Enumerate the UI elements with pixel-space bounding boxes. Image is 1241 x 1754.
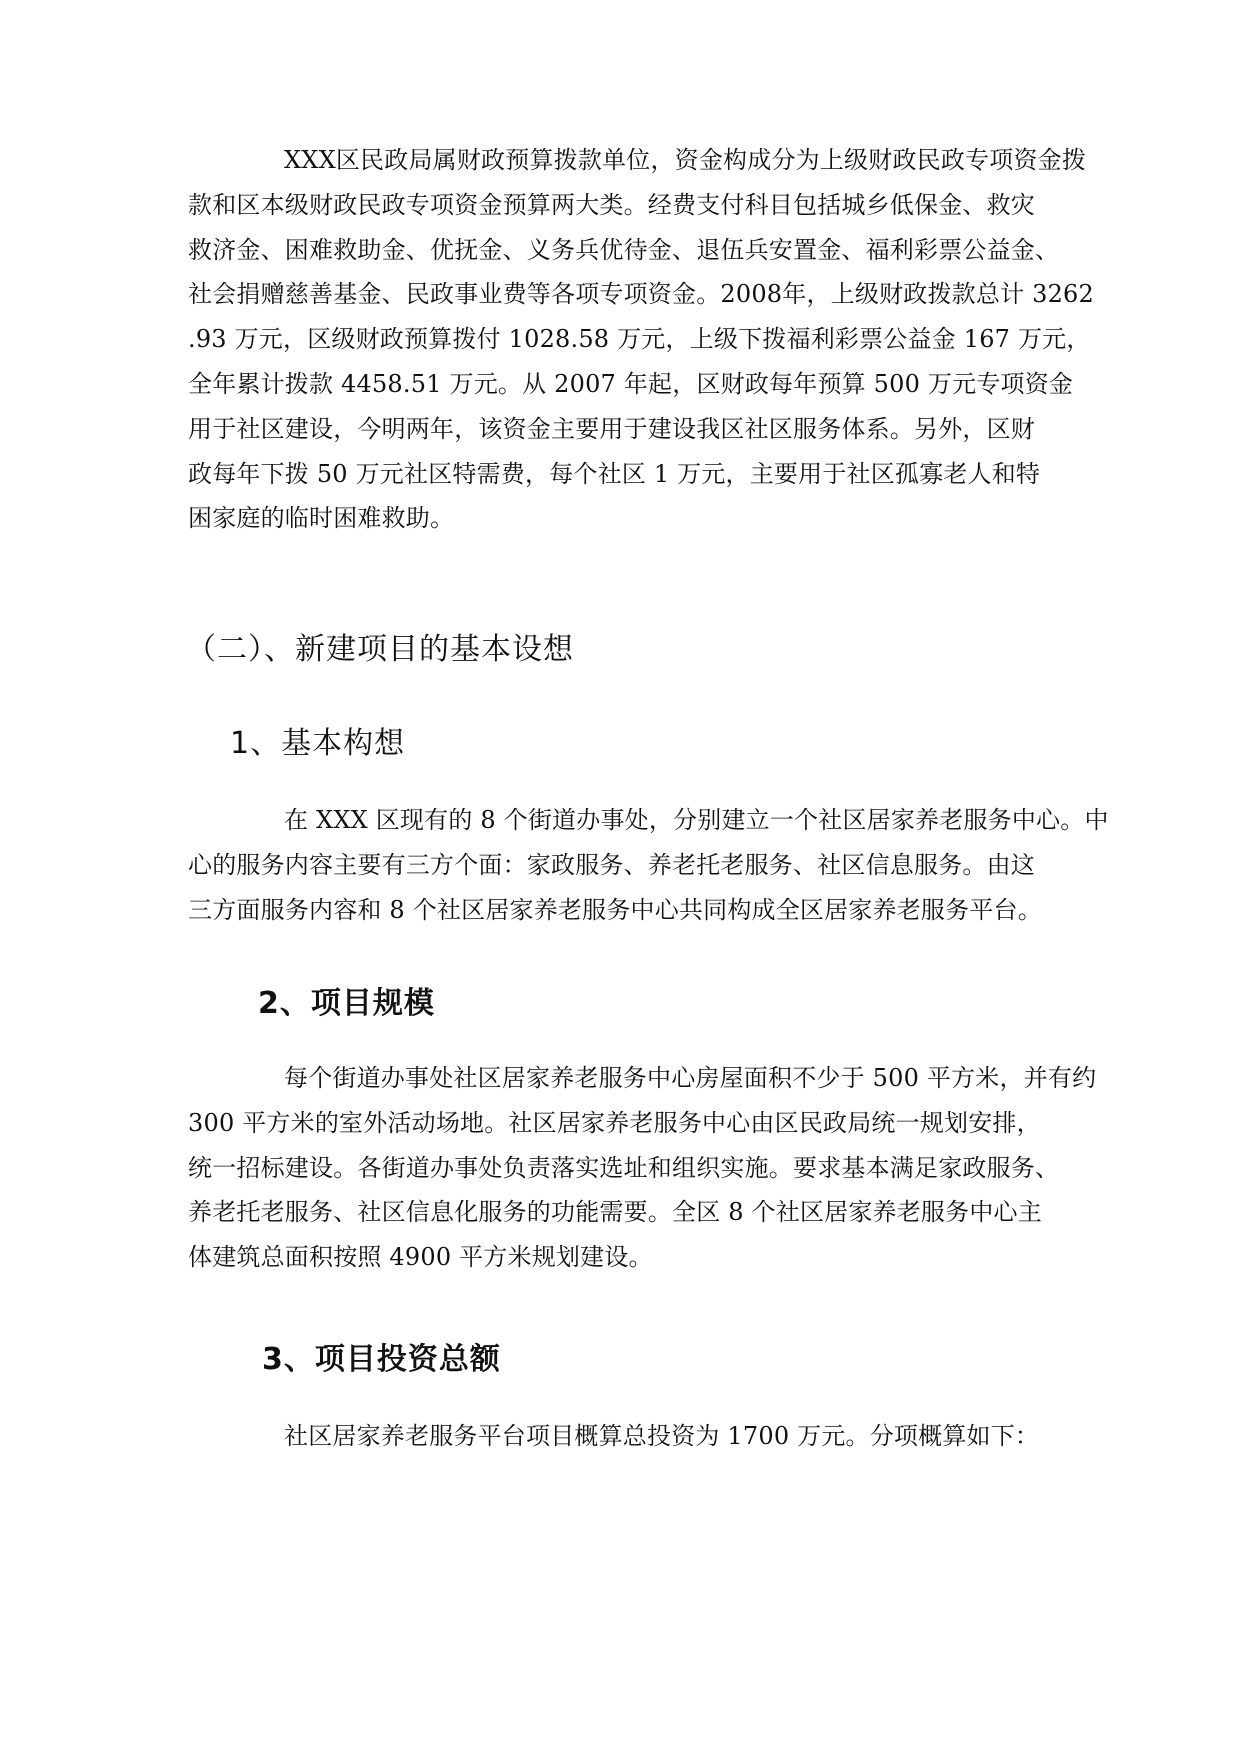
funding-line-8: 政每年下拨 50 万元社区特需费，每个社区 1 万元，主要用于社区孤寡老人和特 xyxy=(188,459,1041,488)
funding-line-6: 全年累计拨款 4458.51 万元。从 2007 年起，区财政每年预算 500 万元专项资金 xyxy=(188,369,1074,398)
funding-line-1: XXX区民政局属财政预算拨款单位，资金构成分为上级财政民政专项资金拨 xyxy=(284,146,1087,174)
subheading-project-scale: 2、项目规模 xyxy=(258,986,435,1021)
subheading-basic-concept: 1、基本构想 xyxy=(230,726,406,761)
scale-line-1: 每个街道办事处社区居家养老服务中心房屋面积不少于 500 平方米，并有约 xyxy=(284,1064,1097,1092)
funding-line-2: 款和区本级财政民政专项资金预算两大类。经费支付科目包括城乡低保金、救灾 xyxy=(188,190,1035,219)
section-heading-new-project: （二）、新建项目的基本设想 xyxy=(186,632,574,667)
funding-line-7: 用于社区建设，今明两年，该资金主要用于建设我区社区服务体系。另外，区财 xyxy=(188,414,1035,443)
funding-paragraph xyxy=(188,138,1094,541)
basic-concept-paragraph xyxy=(188,798,1109,932)
subheading-total-investment: 3、项目投资总额 xyxy=(262,1342,501,1377)
scale-line-2: 300 平方米的室外活动场地。社区居家养老服务中心由区民政局统一规划安排， xyxy=(188,1108,1041,1137)
investment-line-1: 社区居家养老服务平台项目概算总投资为 1700 万元。分项概算如下： xyxy=(284,1422,1040,1450)
concept-line-1: 在 XXX 区现有的 8 个街道办事处，分别建立一个社区居家养老服务中心。中 xyxy=(284,806,1109,834)
total-investment-paragraph xyxy=(188,1414,1058,1459)
scale-line-4: 养老托老服务、社区信息化服务的功能需要。全区 8 个社区居家养老服务中心主 xyxy=(188,1198,1042,1227)
funding-line-3: 救济金、困难救助金、优抚金、义务兵优待金、退伍兵安置金、福利彩票公益金、 xyxy=(188,235,1060,264)
funding-line-9: 困家庭的临时困难救助。 xyxy=(188,504,455,533)
scale-line-5: 体建筑总面积按照 4900 平方米规划建设。 xyxy=(188,1243,653,1272)
funding-line-4: 社会捐赠慈善基金、民政事业费等各项专项资金。2008年，上级财政拨款总计 3262 xyxy=(188,280,1094,309)
scale-line-3: 统一招标建设。各街道办事处负责落实选址和组织实施。要求基本满足家政服务、 xyxy=(188,1153,1060,1182)
funding-line-5: .93 万元，区级财政预算拨付 1028.58 万元，上级下拨福利彩票公益金 167 万元， xyxy=(188,325,1091,354)
project-scale-paragraph xyxy=(188,1056,1097,1280)
concept-line-2: 心的服务内容主要有三方个面：家政服务、养老托老服务、社区信息服务。由这 xyxy=(188,850,1035,879)
concept-line-3: 三方面服务内容和 8 个社区居家养老服务中心共同构成全区居家养老服务平台。 xyxy=(188,895,1042,924)
